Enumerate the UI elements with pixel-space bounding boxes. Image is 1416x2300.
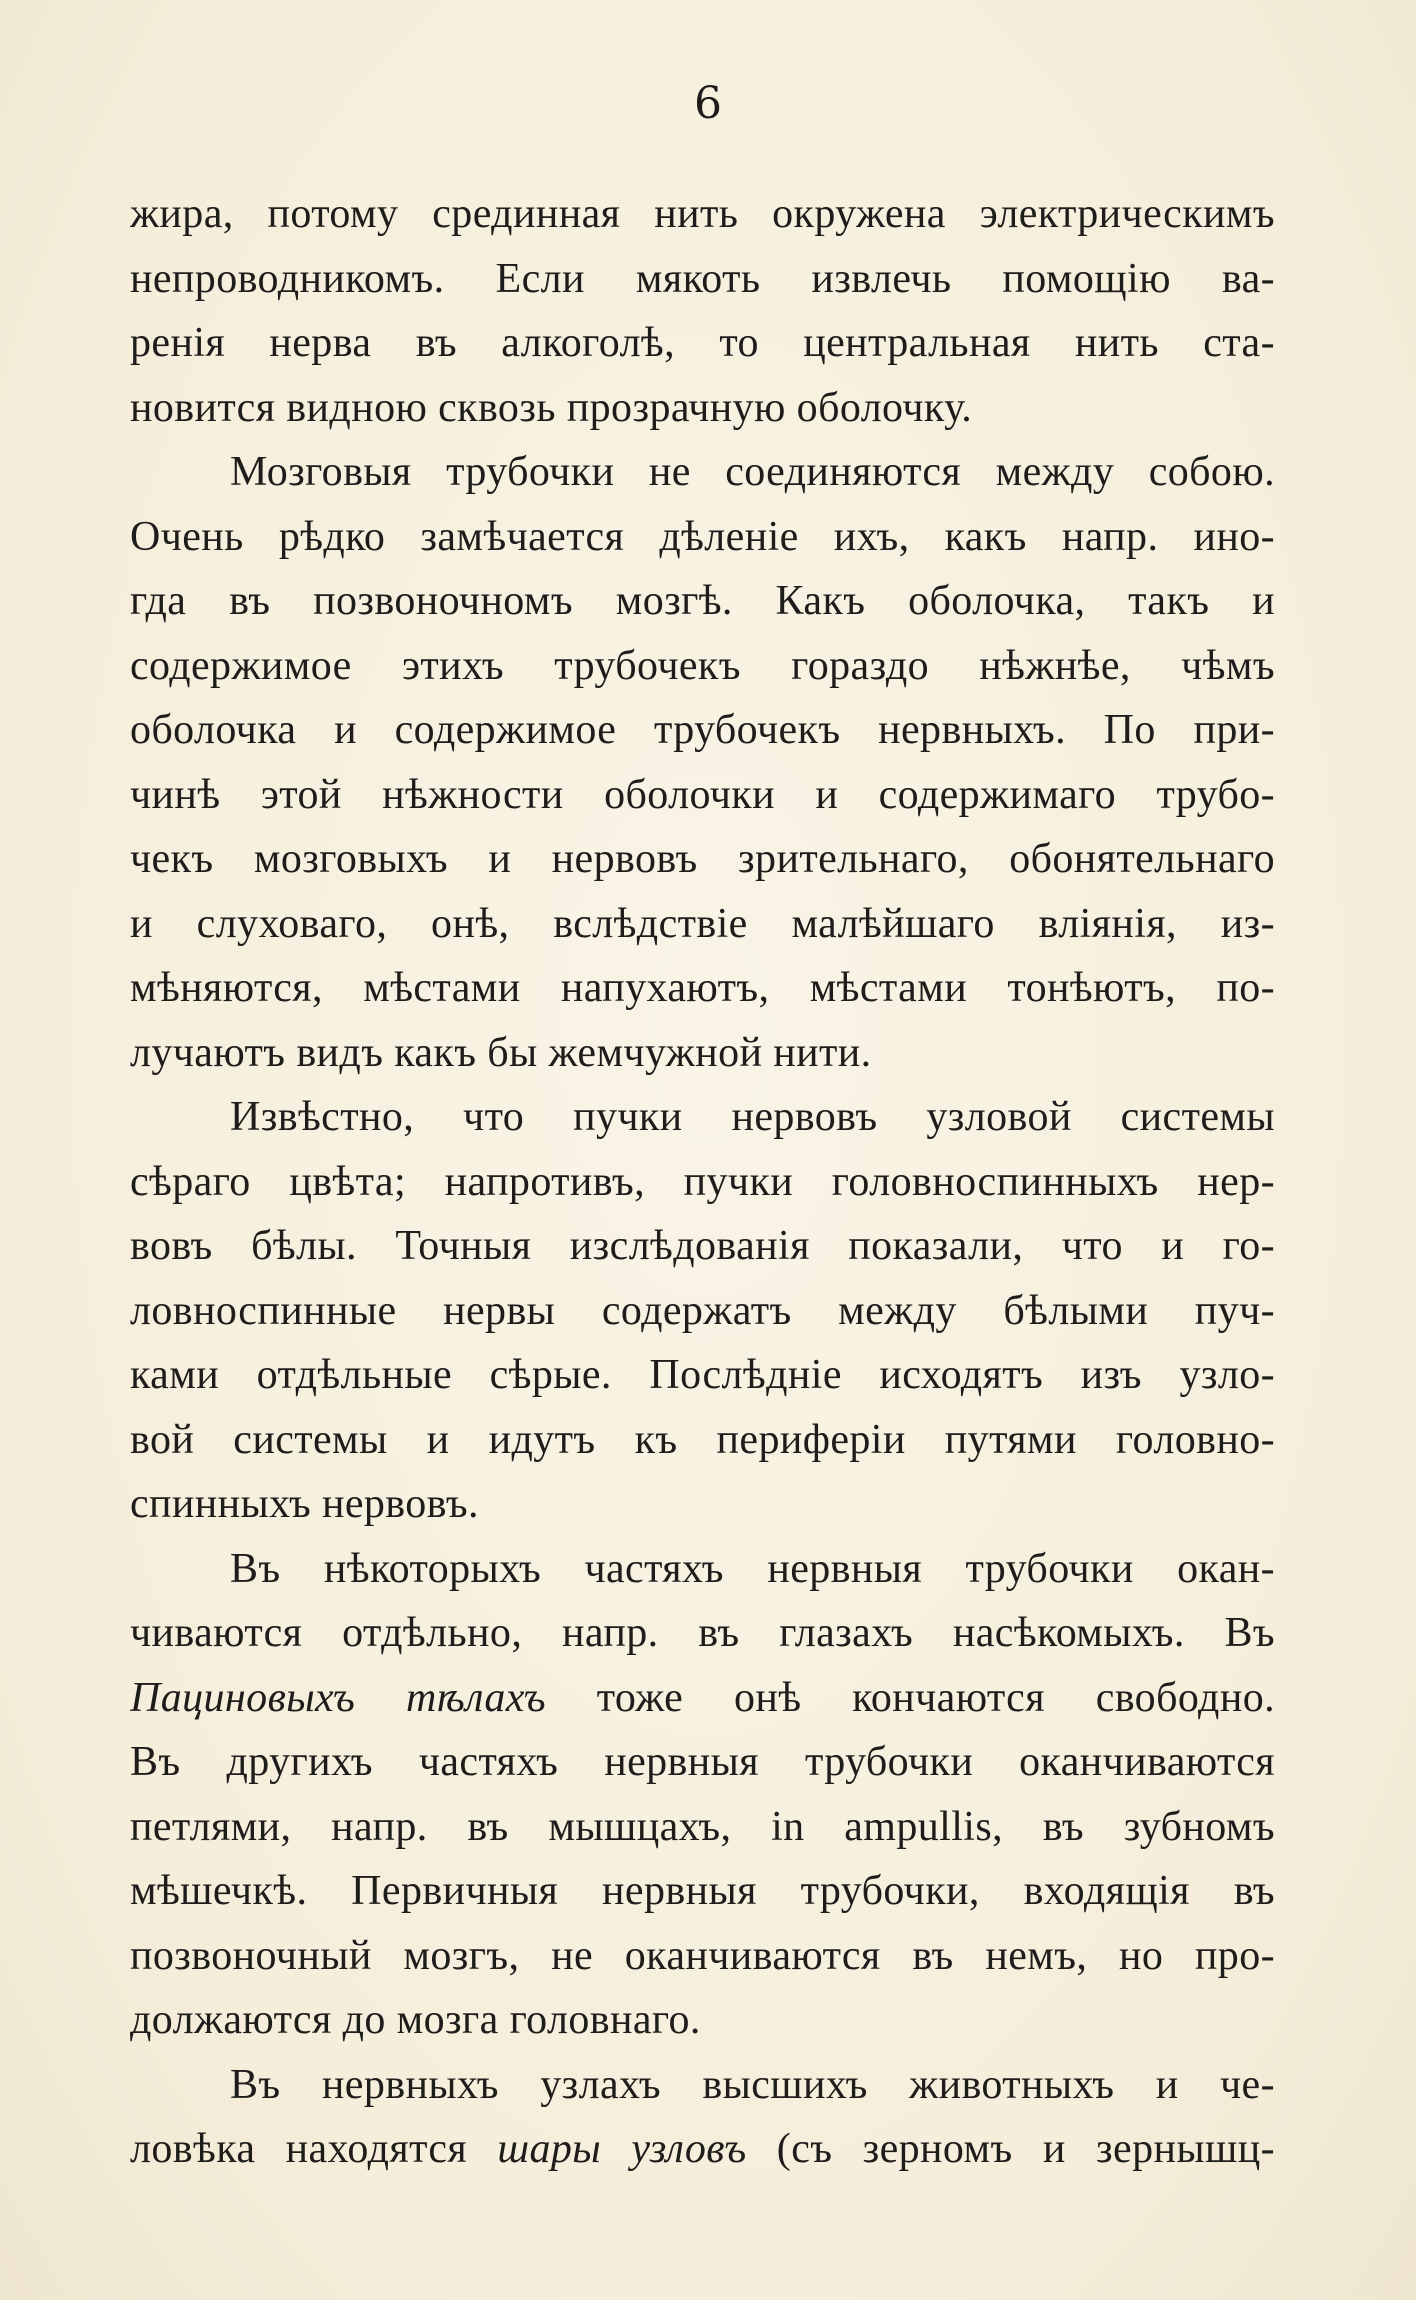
text-line: мѣняются, мѣстами напухаютъ, мѣстами тонѣютъ, по- (130, 965, 1275, 1011)
text-line: оболочка и содержимое трубочекъ нервныхъ. По при- (130, 707, 1275, 753)
text-line: ловноспинные нервы содержатъ между бѣлыми пуч- (130, 1287, 1275, 1334)
italic-term: шары узловъ (497, 2126, 747, 2172)
text-line: непроводникомъ. Если мякоть извлечь помощію ва- (130, 255, 1275, 302)
text-line: позвоночный мозгъ, не оканчиваются въ немъ, но про- (130, 1932, 1275, 1979)
text-line: Мозговыя трубочки не соединяются между собою. (230, 449, 1275, 495)
text-line: чиваются отдѣльно, напр. въ глазахъ насѣкомыхъ. Въ (130, 1610, 1275, 1656)
text-run: тоже онѣ кончаются свободно. (545, 1674, 1275, 1721)
text-line: Въ нервныхъ узлахъ высшихъ животныхъ и че- (230, 2061, 1275, 2108)
text-run: (съ зерномъ и зернышц- (746, 2126, 1275, 2172)
text-line: содержимое этихъ трубочекъ гораздо нѣжнѣе, чѣмъ (130, 642, 1275, 689)
text-line: мѣшечкѣ. Первичныя нервныя трубочки, входящія въ (130, 1868, 1275, 1914)
text-line: новится видною сквозь прозрачную оболочку. (130, 384, 973, 431)
paragraph (130, 2053, 1275, 2182)
text-line: жира, потому срединная нить окружена электрическимъ (130, 191, 1275, 237)
text-line: вовъ бѣлы. Точныя изслѣдованія показали, что и го- (130, 1223, 1275, 1269)
paragraph (130, 440, 1275, 1085)
text-line: лучаютъ видъ какъ бы жемчужной нити. (130, 1029, 872, 1076)
text-line: петлями, напр. въ мышцахъ, in ampullis, въ зубномъ (130, 1803, 1275, 1850)
paragraph (130, 1537, 1275, 2053)
text-line: чекъ мозговыхъ и нервовъ зрительнаго, обонятельнаго (130, 836, 1275, 882)
text-line: чинѣ этой нѣжности оболочки и содержимаго трубо- (130, 771, 1275, 818)
text-line: должаются до мозга головнаго. (130, 1997, 701, 2043)
paragraph (130, 182, 1275, 440)
text-line: Въ другихъ частяхъ нервныя трубочки оканчиваются (130, 1739, 1275, 1785)
text-line (130, 1666, 1275, 1731)
paragraph (130, 1085, 1275, 1537)
text-run: ловѣка находятся (130, 2126, 498, 2172)
text-line: гда въ позвоночномъ мозгѣ. Какъ оболочка, такъ и (130, 578, 1275, 624)
text-line: ренія нерва въ алкоголѣ, то центральная нить ста- (130, 320, 1275, 366)
italic-term: Пациновыхъ тѣлахъ (130, 1674, 546, 1721)
text-line: Извѣстно, что пучки нервовъ узловой системы (230, 1094, 1275, 1140)
text-line (130, 2117, 1275, 2182)
text-line: вой системы и идутъ къ периферіи путями головно- (130, 1416, 1275, 1463)
text-line: и слуховаго, онѣ, вслѣдствіе малѣйшаго вліянія, из- (130, 900, 1275, 947)
body-text (130, 182, 1275, 2182)
text-line: спинныхъ нервовъ. (130, 1481, 479, 1527)
page-number: 6 (694, 78, 722, 129)
text-line: ками отдѣльные сѣрые. Послѣдніе исходятъ изъ узло- (130, 1352, 1275, 1398)
text-line: Очень рѣдко замѣчается дѣленіе ихъ, какъ напр. ино- (130, 513, 1275, 560)
text-line: сѣраго цвѣта; напротивъ, пучки головноспинныхъ нер- (130, 1158, 1275, 1205)
text-line: Въ нѣкоторыхъ частяхъ нервныя трубочки окан- (230, 1545, 1275, 1592)
